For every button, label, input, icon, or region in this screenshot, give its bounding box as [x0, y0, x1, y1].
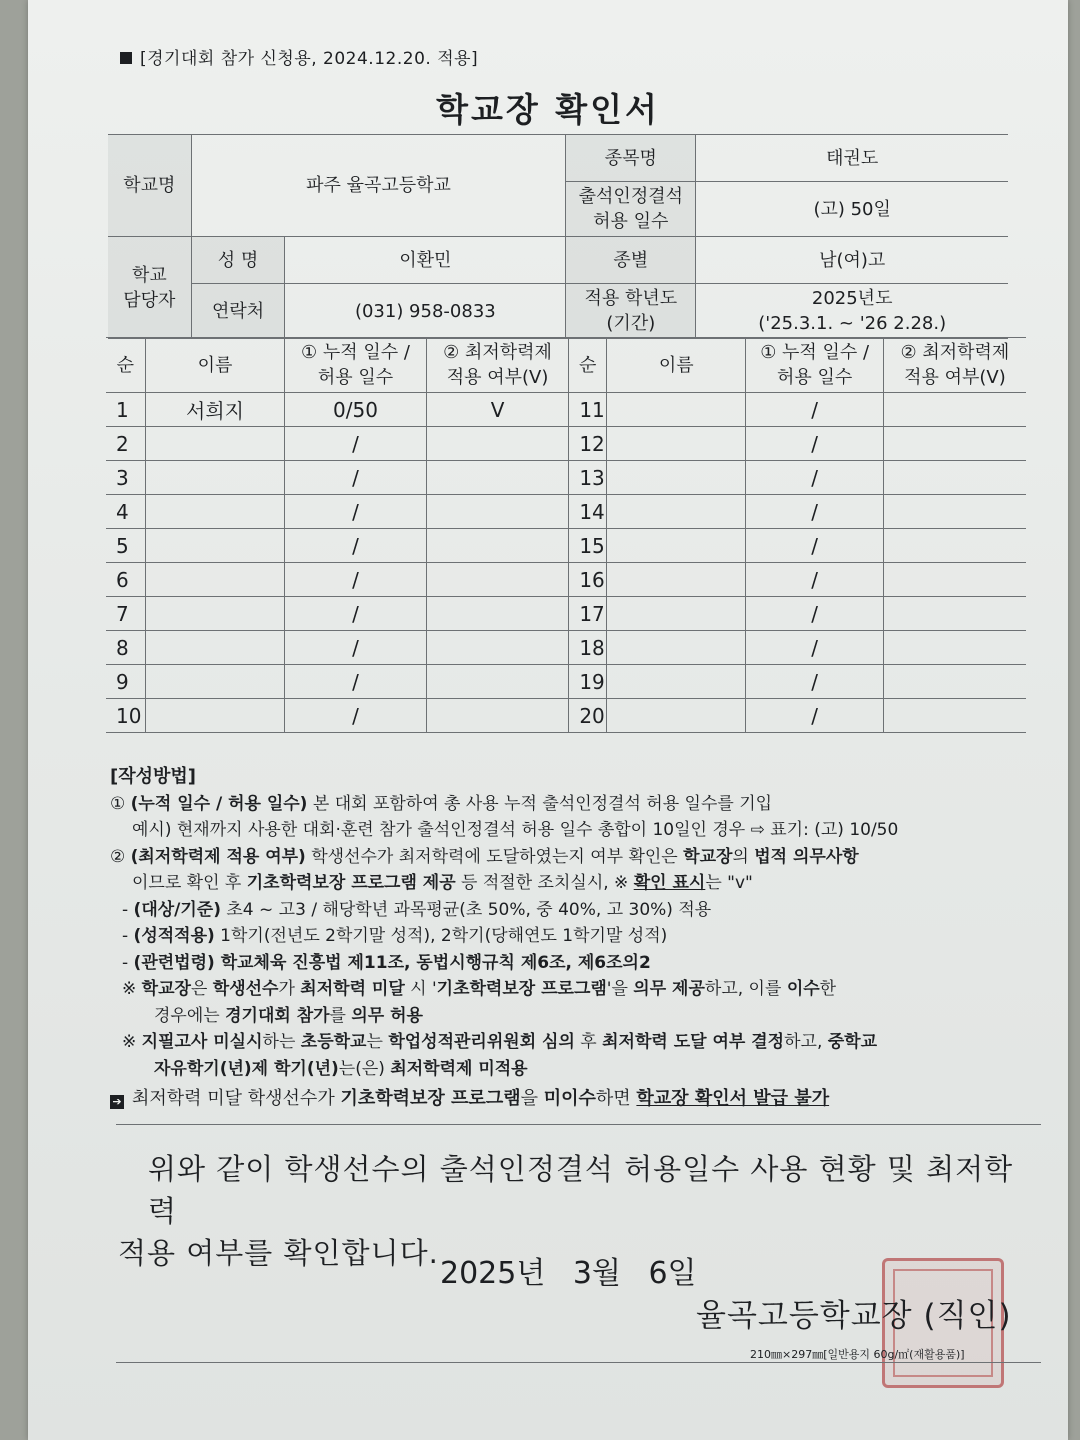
student-name-cell — [145, 427, 284, 461]
student-name-cell — [606, 461, 745, 495]
days-cell: / — [746, 495, 883, 529]
days-cell: / — [285, 495, 427, 529]
student-name-cell — [606, 631, 745, 665]
instruction-item-1: ① (누적 일수 / 허용 일수) 본 대회 포함하여 총 사용 누적 출석인정결석 허용 일수를 기입 — [110, 793, 773, 814]
table-row — [106, 393, 1026, 427]
days-cell: / — [746, 427, 883, 461]
student-name-cell — [606, 665, 745, 699]
manager-label: 학교 담당자 — [108, 237, 191, 339]
instruction-note-1: ※ 학교장은 학생선수가 최저학력 미달 시 '기초학력보장 프로그램'을 의무 제공하고, 이를 이수한 — [122, 979, 837, 999]
row-number: 9 — [106, 665, 145, 699]
student-name-cell — [145, 665, 284, 699]
column-header-no: 순 — [569, 338, 607, 393]
row-number: 5 — [106, 529, 145, 563]
absence-days-value: (고) 50일 — [696, 182, 1008, 237]
days-cell: / — [746, 665, 883, 699]
check-cell — [426, 665, 569, 699]
student-list-table — [106, 337, 1026, 733]
check-cell — [883, 461, 1026, 495]
column-header-days: ① 누적 일수 / 허용 일수 — [746, 338, 883, 393]
column-header-days: ① 누적 일수 / 허용 일수 — [285, 338, 427, 393]
days-cell: / — [285, 597, 427, 631]
document-title: 학교장 확인서 — [436, 90, 660, 129]
table-row — [106, 597, 1026, 631]
student-name-cell — [145, 631, 284, 665]
school-info-table — [108, 134, 1008, 339]
confirmation-line-2: 적용 여부를 확인합니다. — [118, 1236, 439, 1270]
table-row — [106, 427, 1026, 461]
table-row — [106, 495, 1026, 529]
days-cell: / — [285, 427, 427, 461]
school-year-label: 적용 학년도 (기간) — [566, 284, 696, 339]
form-usage-note — [120, 44, 478, 69]
days-cell: / — [746, 393, 883, 427]
student-name-cell — [145, 699, 284, 733]
row-number: 15 — [569, 529, 607, 563]
absence-days-label: 출석인정결석 허용 일수 — [566, 182, 696, 237]
row-number: 10 — [106, 699, 145, 733]
check-cell — [426, 631, 569, 665]
days-cell: / — [746, 597, 883, 631]
check-cell — [883, 529, 1026, 563]
student-name-cell — [606, 427, 745, 461]
student-name-cell — [145, 495, 284, 529]
table-row — [106, 699, 1026, 733]
check-cell — [883, 597, 1026, 631]
check-cell: V — [426, 393, 569, 427]
column-header-name: 이름 — [145, 338, 284, 393]
row-number: 11 — [569, 393, 607, 427]
days-cell: / — [746, 529, 883, 563]
table-row — [106, 665, 1026, 699]
school-name-label: 학교명 — [108, 135, 191, 237]
confirmation-line-1: 위와 같이 학생선수의 출석인정결석 허용일수 사용 현황 및 최저학력 — [148, 1152, 1014, 1228]
row-number: 3 — [106, 461, 145, 495]
sport-value: 태권도 — [696, 135, 1008, 182]
days-cell: / — [746, 461, 883, 495]
row-number: 8 — [106, 631, 145, 665]
check-cell — [426, 529, 569, 563]
square-bullet-icon — [120, 52, 132, 64]
student-name-cell — [606, 699, 745, 733]
student-name-cell — [606, 495, 745, 529]
level-value: 남(여)고 — [696, 237, 1008, 284]
table-row — [106, 461, 1026, 495]
row-number: 16 — [569, 563, 607, 597]
student-name-cell — [606, 563, 745, 597]
student-name-cell — [145, 461, 284, 495]
instruction-sub-grades: - (성적적용) 1학기(전년도 2학기말 성적), 2학기(당해연도 1학기말 성적) — [122, 926, 668, 946]
row-number: 19 — [569, 665, 607, 699]
column-header-apply: ② 최저학력제 적용 여부(V) — [426, 338, 569, 393]
check-cell — [883, 393, 1026, 427]
arrow-box-icon: ➔ — [110, 1095, 124, 1109]
check-cell — [426, 495, 569, 529]
days-cell: / — [285, 665, 427, 699]
row-number: 20 — [569, 699, 607, 733]
school-name-value: 파주 율곡고등학교 — [191, 135, 566, 237]
column-header-no: 순 — [106, 338, 145, 393]
row-number: 14 — [569, 495, 607, 529]
student-name-cell: 서희지 — [145, 393, 284, 427]
check-cell — [426, 427, 569, 461]
student-name-cell — [606, 529, 745, 563]
row-number: 17 — [569, 597, 607, 631]
days-cell: 0/50 — [285, 393, 427, 427]
contact-label: 연락처 — [191, 284, 285, 339]
row-number: 18 — [569, 631, 607, 665]
contact-value: (031) 958-0833 — [285, 284, 566, 339]
row-number: 2 — [106, 427, 145, 461]
instruction-sub-target: - (대상/기준) 초4 ~ 고3 / 해당학년 과목평균(초 50%, 중 40%, 고 30%) 적용 — [122, 899, 712, 920]
issuer-signature: 율곡고등학교장 (직인) — [696, 1298, 1012, 1334]
instruction-example: 예시) 현재까지 사용한 대회·훈련 참가 출석인정결석 허용 일수 총합이 10일인 경우 ⇨ 표기: (고) 10/50 — [132, 820, 899, 840]
days-cell: / — [285, 631, 427, 665]
column-header-apply: ② 최저학력제 적용 여부(V) — [883, 338, 1026, 393]
writing-instructions — [110, 764, 1040, 1113]
row-number: 12 — [569, 427, 607, 461]
row-number: 4 — [106, 495, 145, 529]
instructions-title: [작성방법] — [110, 766, 197, 787]
student-name-cell — [145, 529, 284, 563]
check-cell — [883, 563, 1026, 597]
divider — [116, 1124, 1041, 1125]
instruction-note-2: ※ 지필고사 미실시하는 초등학교는 학업성적관리위원회 심의 후 최저학력 도달 여부 결정하고, 중학교 — [122, 1032, 878, 1052]
issue-date: 2025년 3월 6일 — [440, 1256, 697, 1291]
check-cell — [426, 699, 569, 733]
check-cell — [426, 461, 569, 495]
days-cell: / — [285, 529, 427, 563]
days-cell: / — [285, 461, 427, 495]
manager-name-value: 이환민 — [285, 237, 566, 284]
instruction-sub-law: - (관련법령) 학교체육 진흥법 제11조, 동법시행규칙 제6조, 제6조의2 — [122, 952, 651, 973]
days-cell: / — [285, 699, 427, 733]
table-row — [106, 563, 1026, 597]
check-cell — [883, 665, 1026, 699]
days-cell: / — [285, 563, 427, 597]
divider — [116, 1362, 1041, 1363]
table-row — [106, 529, 1026, 563]
document-page — [28, 0, 1068, 1440]
row-number: 7 — [106, 597, 145, 631]
student-name-cell — [606, 597, 745, 631]
column-header-name: 이름 — [606, 338, 745, 393]
days-cell: / — [746, 699, 883, 733]
instruction-note-2-cont: 자유학기(년)제 학기(년)는(은) 최저학력제 미적용 — [154, 1058, 528, 1079]
days-cell: / — [746, 631, 883, 665]
row-number: 6 — [106, 563, 145, 597]
school-year-value: 2025년도 ('25.3.1. ~ '26 2.28.) — [696, 284, 1008, 339]
student-name-cell — [145, 597, 284, 631]
row-number: 1 — [106, 393, 145, 427]
form-usage-text: [경기대회 참가 신청용, 2024.12.20. 적용] — [140, 49, 479, 69]
check-cell — [426, 563, 569, 597]
level-label: 종별 — [566, 237, 696, 284]
days-cell: / — [746, 563, 883, 597]
student-name-cell — [606, 393, 745, 427]
check-cell — [426, 597, 569, 631]
instruction-note-1-cont: 경우에는 경기대회 참가를 의무 허용 — [154, 1005, 423, 1026]
check-cell — [883, 495, 1026, 529]
instruction-item-2: ② (최저학력제 적용 여부) 학생선수가 최저학력에 도달하였는지 여부 확인은 학교장의 법적 의무사항 — [110, 846, 859, 867]
instruction-final-warning: ➔ 최저학력 미달 학생선수가 기초학력보장 프로그램을 미이수하면 학교장 확인서 발급 불가 — [110, 1086, 1040, 1113]
sport-label: 종목명 — [566, 135, 696, 182]
check-cell — [883, 427, 1026, 461]
paper-spec: 210㎜×297㎜[일반용지 60g/㎡(재활용품)] — [750, 1348, 965, 1361]
manager-name-label: 성 명 — [191, 237, 285, 284]
instruction-item-2-cont: 이므로 확인 후 기초학력보장 프로그램 제공 등 적절한 조치실시, ※ 확인 표시는 "v" — [132, 873, 753, 893]
table-row — [106, 631, 1026, 665]
student-name-cell — [145, 563, 284, 597]
check-cell — [883, 631, 1026, 665]
row-number: 13 — [569, 461, 607, 495]
check-cell — [883, 699, 1026, 733]
